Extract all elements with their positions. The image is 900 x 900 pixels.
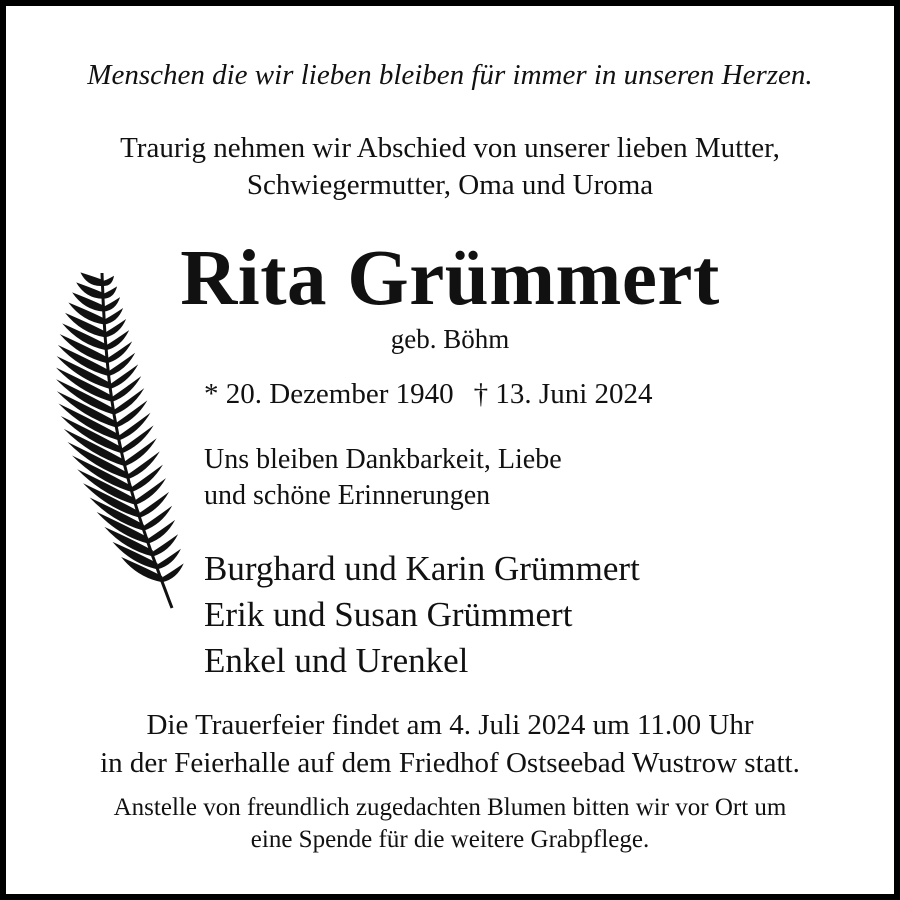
donation-line-2: eine Spende für die weitere Grabpflege. [250, 826, 650, 853]
mourner-line: Erik und Susan Grümmert [204, 595, 573, 634]
death-date: † 13. Juni 2024 [473, 378, 653, 410]
funeral-line-1: Die Trauerfeier findet am 4. Juli 2024 um 11.00 Uhr [146, 709, 754, 741]
life-dates [204, 376, 653, 412]
palm-frond-icon [42, 258, 192, 618]
birth-name: geb. Böhm [390, 324, 510, 354]
mourner-line: Burghard und Karin Grümmert [204, 549, 640, 588]
thanks-line-2: und schöne Erinnerungen [204, 480, 491, 511]
funeral-info [6, 706, 894, 782]
thanks-text [204, 442, 562, 514]
intro-line-1: Traurig nehmen wir Abschied von unserer lieben Mutter, [120, 132, 780, 164]
mourners-list [204, 546, 640, 684]
funeral-line-2: in der Feierhalle auf dem Friedhof Ostseebad Wustrow statt. [100, 747, 800, 779]
donation-line-1: Anstelle von freundlich zugedachten Blumen bitten wir vor Ort um [113, 794, 787, 821]
mourner-line: Enkel und Urenkel [204, 641, 469, 680]
birth-date: * 20. Dezember 1940 [204, 378, 454, 410]
deceased-name: Rita Grümmert [180, 235, 720, 322]
motto: Menschen die wir lieben bleiben für immer in unseren Herzen. [87, 59, 813, 91]
intro-line-2: Schwiegermutter, Oma und Uroma [246, 169, 654, 201]
donation-note [6, 792, 894, 856]
intro-text [6, 130, 894, 204]
thanks-line-1: Uns bleiben Dankbarkeit, Liebe [204, 444, 562, 475]
